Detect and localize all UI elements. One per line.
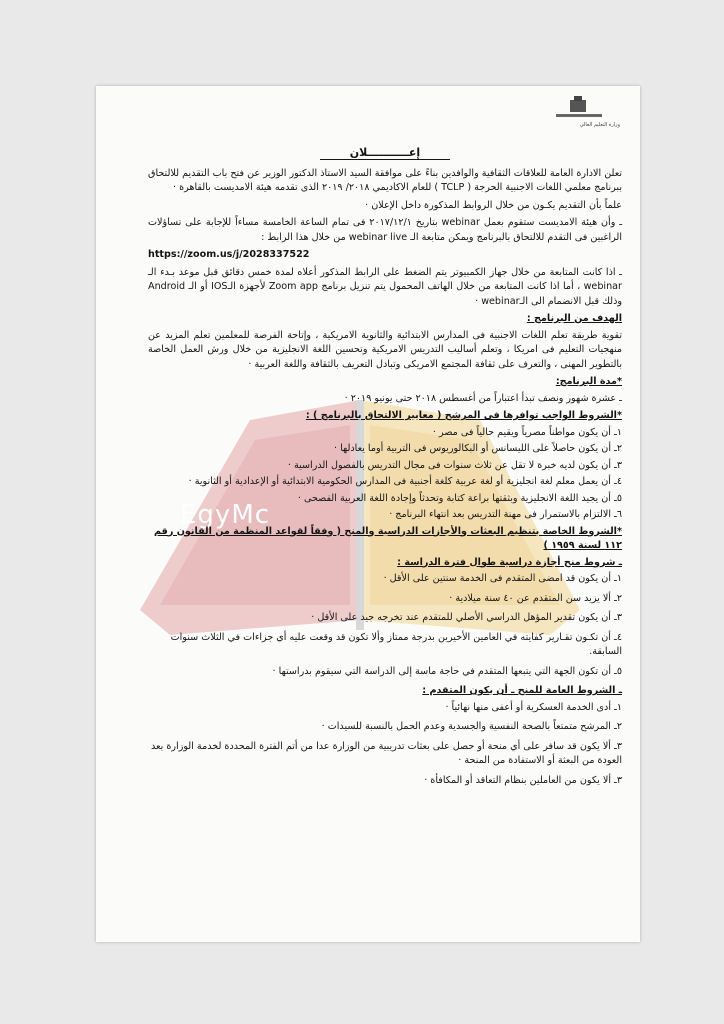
leave-conditions-heading: ـ شروط منح أجازة دراسية طوال فترة الدراسة : bbox=[397, 556, 622, 568]
duration-text: ـ عشرة شهور ونصف تبدأ اعتباراً من أغسطس ٢٠١٨ حتى يونيو ٢٠١٩ · bbox=[344, 392, 622, 404]
ministry-seal-icon bbox=[548, 96, 610, 136]
goal-heading: الهدف من البرنامج : bbox=[526, 313, 622, 324]
list-item: ٣ـ أن يكون تقدير المؤهل الدراسي الأصلي للمتقدم عند تخرجه جيد على الأقل · bbox=[311, 612, 622, 623]
list-item: ١ـ أدى الخدمة العسكرية أو أعفى منها نهائياً · bbox=[445, 701, 622, 713]
list-item: ١ـ أن يكون مواطناً مصرياً ويقيم حالياً فى مصر · bbox=[432, 426, 622, 438]
list-item: ٤ـ أن تكـون تقـارير كفايته في العامين الأخيرين بدرجة ممتاز وألا تكون قد وقعت عليه أي جزاءات في الثلاث سنوات السابقة. bbox=[170, 631, 622, 657]
note-application-links: علماً بأن التقديم يكـون من خلال الروابط المذكورة داخل الإعلان · bbox=[365, 199, 622, 211]
general-conditions-heading: ـ الشروط العامة للمنح ـ أن يكون المتقدم : bbox=[422, 685, 622, 696]
note-webinar: ـ وأن هيئة الامديست ستقوم بعمل webinar بتاريخ ٢٠١٧/١٢/١ فى تمام الساعة الخامسة مساءاً للإجابة على تساؤلات الراغبين فى التقدم للالتحاق بالبرنامج ويمكن متابعة الـ webinar live من خلال هذا الرابط : bbox=[148, 217, 623, 243]
watermark-text: EgyMc bbox=[180, 500, 271, 530]
note-zoom-app: ـ اذا كانت المتابعة من خلال جهاز الكمبيوتر يتم الضغط على الرابط المذكور أعلاه لمدة خمس دقائق قبل موعد بـدء الـ webinar ، أما اذا كانت المتابعة من خلال الهاتف المحمول يتم تنزيل برنامج Zoom app لأجهزة الـIOS أو الـ Android وذلك قبل الانضمام الى الـwebinar · bbox=[148, 266, 622, 307]
list-item: ٣ـ أن يكون لديه خبرة لا تقل عن ثلاث سنوات فى مجال التدريس بالفصول الدراسية · bbox=[287, 459, 622, 471]
list-item: ٣ـ ألا يكون قد سافر على أي منحة أو حصل على بعثات تدريبية من الوزارة عدا من أتم الفترة المحددة لخدمة الوزارة بعد العودة من البعثة أو الاستفادة من المنحة · bbox=[151, 740, 622, 766]
list-item: ٦ـ الالتزام بالاستمرار فى مهنة التدريس بعد انتهاء البرنامج · bbox=[389, 509, 622, 520]
list-item: ٢ـ أن يكون حاصلاً على الليسانس أو البكالوريوس فى التربية أوما يعادلها · bbox=[334, 443, 622, 454]
list-item: ٣ـ ألا يكون من العاملين بنظام التعاقد أو المكافأة · bbox=[424, 774, 622, 786]
list-item: ٤ـ أن يعمل معلم لغة انجليزية أو لغة عربية كلغة أجنبية فى المدارس الحكومية الابتدائية أو الإعدادية أو الثانوية · bbox=[188, 476, 622, 487]
announcement-title: إعـــــــــــلان bbox=[148, 146, 622, 161]
list-item: ٢ـ ألا يزيد سن المتقدم عن ٤٠ سنة ميلادية · bbox=[449, 592, 622, 604]
intro-paragraph: تعلن الادارة العامة للعلاقات الثقافية والوافدين بناءً على موافقة السيد الاستاذ الدكتور الوزير عن فتح باب التقديم للالتحاق ببرنامج معلمي اللغات الاجنبية الحرجة ( TCLP ) للعام الاكاديمي ٢٠١٨/ ٢٠١٩ الذى تقدمه هيئة الامديست بالقاهرة · bbox=[148, 167, 622, 193]
announcement-body bbox=[148, 146, 622, 793]
list-item: ١ـ أن يكون قد امضى المتقدم فى الخدمة سنتين على الأقل · bbox=[383, 573, 622, 584]
list-item: ٥ـ أن تكون الجهة التي يتبعها المتقدم في حاجة ماسة إلى الدراسة التي سيقوم بدراستها · bbox=[272, 665, 622, 677]
goal-text: تقوية طريقة تعلم اللغات الاجنبية فى المدارس الابتدائية والثانوية الامريكية ، وإتاحة الفرصة للمعلمين تعلم المزيد عن منهجيات التعليم فى امريكا ، وتعلم أساليب التدريس الامريكية وتحسين اللغة الانجليزية من خلال ورش العمل الخاصة بالتطوير المهنى ، والتعرف على ثقافة المجتمع الامريكى وتبادل التعريف بالثقافة واللغة العربية · bbox=[148, 329, 622, 370]
zoom-link[interactable]: https://zoom.us/j/2028337522 bbox=[148, 249, 310, 260]
duration-heading: *مدة البرنامج: bbox=[555, 376, 622, 387]
list-item: ٢ـ المرشح متمتعاً بالصحة النفسية والجسدية وعدم الحمل بالنسبة للسيدات · bbox=[321, 721, 622, 732]
requirements-heading: *الشروط الواجب توافرها فى المرشح ( معايير الالتحاق بالبرنامج ) : bbox=[305, 410, 622, 421]
ministry-name: وزارة التعليم العالي bbox=[579, 122, 620, 128]
special-conditions-heading: *الشروط الخاصة بتنظيم البعثات والأجازات الدراسية والمنح ( وفقاً لقواعد المنظمة من القانون رقم ١١٢ لسنة ١٩٥٩ ) bbox=[154, 525, 622, 551]
list-item: ٥ـ أن يجيد اللغة الانجليزية وبثقتها براعة كتابة وتحدثاً وإجادة اللغة العربية الفصحى · bbox=[297, 492, 622, 504]
